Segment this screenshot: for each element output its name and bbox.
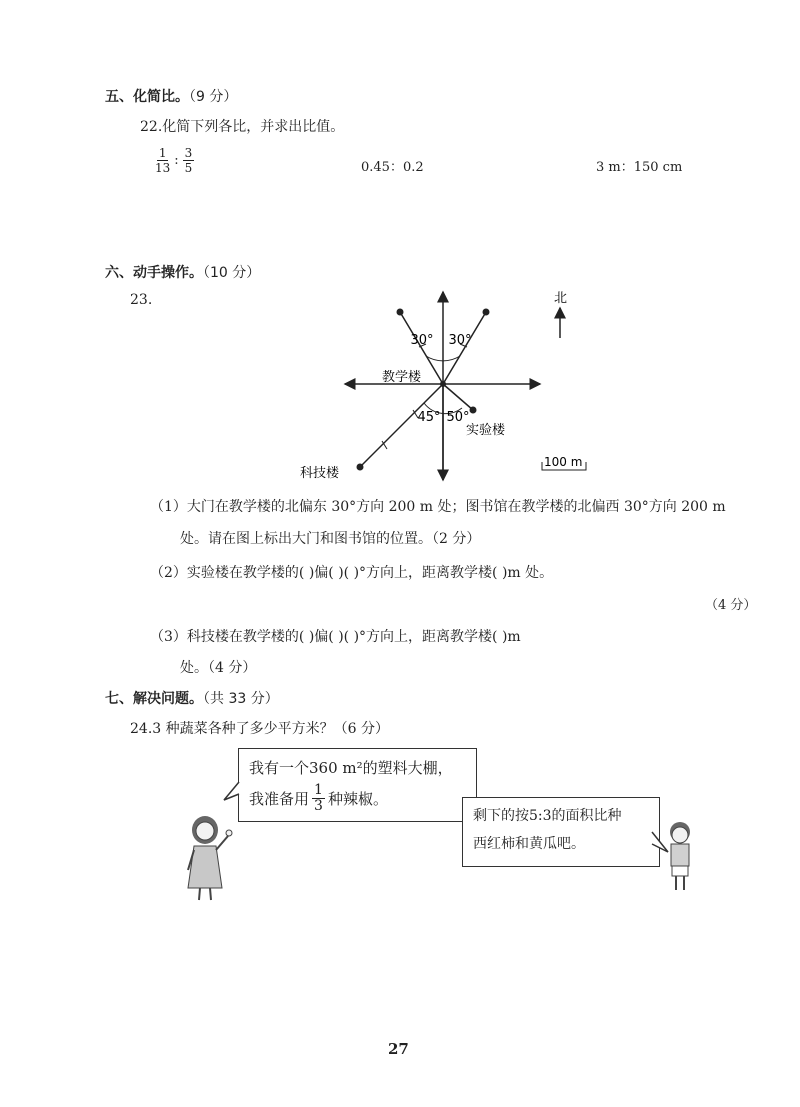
q23-sub2-points: （4 分）	[705, 598, 757, 613]
angle-nw-label: 30°	[410, 333, 434, 348]
ratio1-den1: 13	[155, 161, 171, 175]
ratio1-colon: :	[174, 153, 179, 168]
scale-label: 100 m	[544, 455, 583, 469]
speech-bubble-boy	[462, 797, 660, 867]
q22-ratio2: 0.45：0.2	[361, 160, 424, 175]
bubble1-frac-den: 3	[314, 798, 323, 814]
bubble1-frac-num: 1	[314, 782, 323, 798]
speech-bubble-woman	[238, 748, 477, 822]
boy-face	[672, 827, 688, 843]
section6-title	[105, 262, 260, 282]
woman-hand	[226, 830, 232, 836]
section5-heading: 五、化简比。	[105, 89, 189, 105]
teaching-building-label: 教学楼	[382, 370, 422, 385]
north-indicator-label: 北	[554, 291, 568, 306]
q23-number: 23.	[130, 292, 153, 308]
boy-shorts	[672, 866, 688, 876]
section7-points: （共 33 分）	[203, 691, 279, 707]
ratio1-den2: 5	[184, 161, 193, 175]
bubble1-line2-pre: 我准备用	[249, 789, 310, 808]
point-teaching	[440, 381, 446, 387]
section6-heading: 六、动手操作。	[105, 265, 203, 281]
bubble2-line1: 剩下的按5:3的面积比种	[473, 808, 622, 824]
angle-se-label: 50°	[446, 410, 470, 425]
bubble1-line2-post: 种辣椒。	[327, 789, 388, 808]
direction-diagram	[300, 280, 620, 490]
q23-sub3-line1: （3）科技楼在教学楼的( )偏( )( )°方向上，距离教学楼( )m	[150, 629, 521, 645]
boy-shirt	[671, 844, 689, 866]
bubble1-fraction	[312, 783, 325, 814]
ray-ne	[443, 312, 486, 384]
ratio1-num2: 3	[184, 146, 193, 160]
section7-title	[105, 688, 279, 708]
q23-sub1-line1: （1）大门在教学楼的北偏东 30°方向 200 m 处；图书馆在教学楼的北偏西 30°方向 200 m	[150, 499, 726, 515]
page-number: 27	[388, 1040, 409, 1058]
ratio1-frac1	[155, 146, 170, 175]
lab-building-label: 实验楼	[466, 423, 506, 438]
bubble1-tail	[222, 780, 244, 804]
woman-face	[196, 822, 214, 840]
angle-sw-label: 45°	[417, 410, 441, 425]
bubble1-line1: 我有一个360 m²的塑料大棚，	[249, 759, 453, 777]
angle-ne-label: 30°	[448, 333, 472, 348]
point-lab	[470, 407, 477, 414]
point-library	[397, 309, 404, 316]
ratio1-frac2	[183, 146, 195, 175]
ray-lab	[443, 384, 473, 410]
point-gate	[483, 309, 490, 316]
ratio1-num1: 1	[158, 146, 167, 160]
q23-sub2-line1: （2）实验楼在教学楼的( )偏( )( )°方向上，距离教学楼( )m 处。	[150, 565, 554, 581]
q23-sub3-line2: 处。（4 分）	[180, 660, 257, 676]
q22-prompt: 22.化简下列各比，并求出比值。	[140, 119, 345, 135]
woman-leg-right	[210, 888, 211, 900]
q24-prompt: 24.3 种蔬菜各种了多少平方米？（6 分）	[130, 721, 389, 737]
woman-leg-left	[199, 888, 200, 900]
section6-points: （10 分）	[203, 265, 261, 281]
bubble2-line2: 西红柿和黄瓜吧。	[473, 836, 585, 852]
section5-points: （9 分）	[189, 89, 238, 105]
q22-ratio3: 3 m：150 cm	[596, 160, 683, 175]
bubble1-line2	[249, 783, 466, 814]
ray-tech	[360, 384, 443, 467]
woman-illustration	[180, 810, 238, 905]
tech-building-label: 科技楼	[300, 466, 340, 481]
section7-heading: 七、解决问题。	[105, 691, 203, 707]
q22-ratio1	[155, 146, 194, 175]
q23-sub1-line2: 处。请在图上标出大门和图书馆的位置。（2 分）	[180, 531, 481, 547]
woman-arm-right	[216, 836, 228, 850]
point-tech	[357, 464, 364, 471]
section5-title	[105, 86, 237, 106]
boy-illustration	[660, 820, 700, 895]
